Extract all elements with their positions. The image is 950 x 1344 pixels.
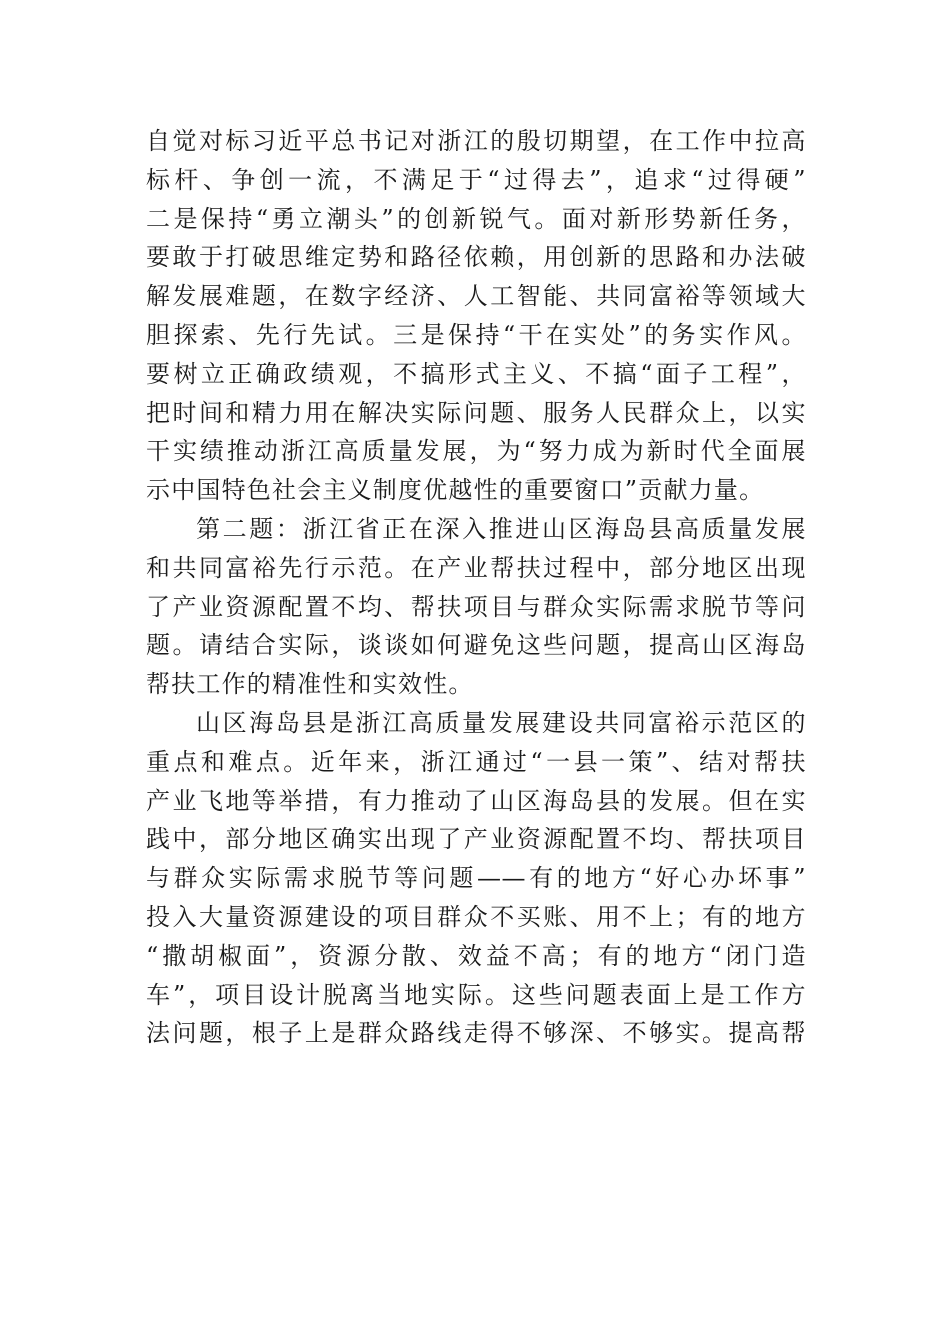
text-line: 第二题：浙江省正在深入推进山区海岛县高质量发展 bbox=[196, 514, 806, 543]
text-line: 产业飞地等举措，有力推动了山区海岛县的发展。但在实 bbox=[146, 786, 806, 815]
text-line: “撒胡椒面”，资源分散、效益不高；有的地方“闭门造 bbox=[146, 941, 806, 970]
text-line: 要敢于打破思维定势和路径依赖，用创新的思路和办法破 bbox=[146, 243, 806, 272]
text-line: 干实绩推动浙江高质量发展，为“努力成为新时代全面展 bbox=[146, 437, 806, 466]
text-line: 法问题，根子上是群众路线走得不够深、不够实。提高帮 bbox=[146, 1019, 806, 1048]
text-line: 题。请结合实际，谈谈如何避免这些问题，提高山区海岛 bbox=[146, 631, 806, 660]
text-line: 与群众实际需求脱节等问题——有的地方“好心办坏事” bbox=[146, 864, 806, 893]
text-line: 把时间和精力用在解决实际问题、服务人民群众上，以实 bbox=[146, 398, 806, 427]
text-line: 自觉对标习近平总书记对浙江的殷切期望，在工作中拉高 bbox=[146, 127, 806, 155]
text-line: 和共同富裕先行示范。在产业帮扶过程中，部分地区出现 bbox=[146, 553, 806, 582]
text-line: 示中国特色社会主义制度优越性的重要窗口”贡献力量。 bbox=[146, 476, 765, 505]
text-line: 了产业资源配置不均、帮扶项目与群众实际需求脱节等问 bbox=[146, 592, 806, 621]
text-line: 要树立正确政绩观，不搞形式主义、不搞“面子工程”， bbox=[146, 359, 806, 388]
document-body bbox=[146, 122, 806, 1053]
text-line: 解发展难题，在数字经济、人工智能、共同富裕等领域大 bbox=[146, 282, 806, 311]
text-line: 胆探索、先行先试。三是保持“干在实处”的务实作风。 bbox=[146, 320, 806, 349]
text-line: 二是保持“勇立潮头”的创新锐气。面对新形势新任务， bbox=[146, 204, 806, 233]
text-line: 标杆、争创一流，不满足于“过得去”，追求“过得硬” bbox=[146, 165, 806, 194]
text-line: 车”，项目设计脱离当地实际。这些问题表面上是工作方 bbox=[146, 980, 806, 1009]
text-line: 山区海岛县是浙江高质量发展建设共同富裕示范区的 bbox=[196, 708, 806, 737]
text-line: 投入大量资源建设的项目群众不买账、用不上；有的地方 bbox=[146, 902, 806, 931]
text-line: 践中，部分地区确实出现了产业资源配置不均、帮扶项目 bbox=[146, 825, 806, 854]
text-line: 重点和难点。近年来，浙江通过“一县一策”、结对帮扶 bbox=[146, 747, 806, 776]
text-line: 帮扶工作的精准性和实效性。 bbox=[146, 670, 474, 699]
